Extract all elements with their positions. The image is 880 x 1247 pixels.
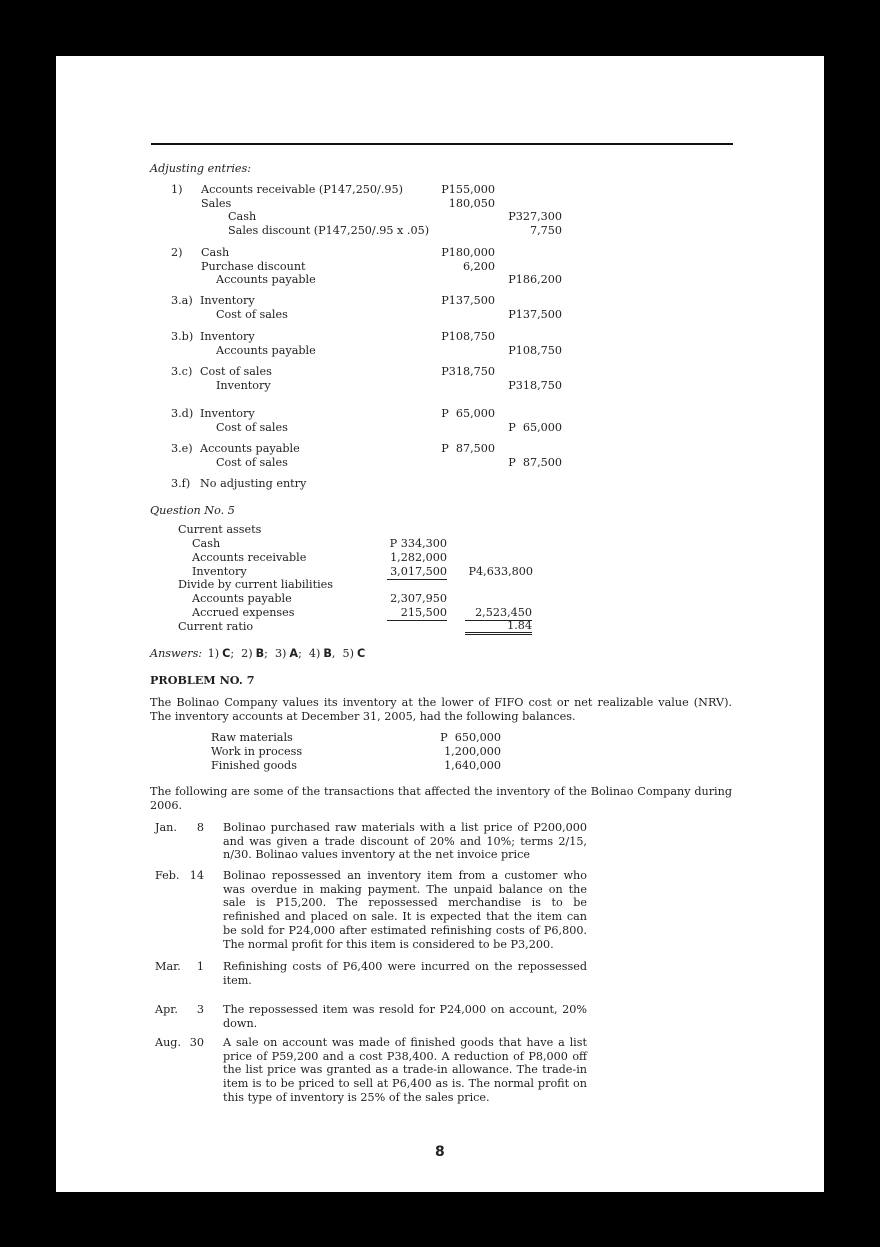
transaction-month: Apr.	[155, 1003, 178, 1016]
entry-account: Purchase discount	[201, 259, 306, 273]
entry-account: Accounts payable	[216, 343, 316, 357]
transaction-month: Mar.	[155, 960, 181, 973]
answer-item	[309, 647, 336, 660]
ap-value: 2,307,950	[390, 592, 447, 605]
answer-number: 1)	[207, 647, 220, 660]
accrued-label: Accrued expenses	[192, 606, 295, 619]
entry-account: Inventory	[200, 330, 255, 343]
transaction-month: Aug.	[155, 1036, 182, 1049]
header-rule	[151, 143, 733, 145]
balance-value: P 650,000	[440, 731, 501, 744]
transaction-day: 14	[189, 869, 204, 882]
answer-letter: C	[356, 647, 366, 660]
entry-account: Cost of sales	[216, 455, 288, 469]
transaction-month: Feb.	[155, 869, 180, 882]
entry-account: Inventory	[200, 407, 255, 420]
answer-separator: ;	[264, 647, 268, 660]
entry-account: Cost of sales	[216, 307, 288, 321]
answer-separator: ;	[230, 647, 235, 660]
entry-label: 3.f)	[171, 477, 191, 490]
answer-letter: B	[255, 647, 265, 660]
entry-debit: P 65,000	[441, 407, 495, 420]
transaction-text: Bolinao repossessed an inventory item from a customer who was overdue in making payment. The unpaid balance on the sale is P15,200. The repossessed merchandise is to be refinished and placed on sale. It is expected that the item can be sold for P24,000 after estimated refinishing costs of P6,800. The normal profit for this item is considered to be P3,200.	[223, 869, 587, 951]
entry-account: Cash	[201, 246, 230, 259]
entry-label: 3.a)	[171, 294, 193, 307]
entry-label: 3.d)	[171, 407, 194, 420]
entry-label: 1)	[171, 183, 183, 196]
transaction-text: A sale on account was made of finished goods that have a list price of P59,200 and a cost P38,400. A reduction of P8,000 off the list price was granted as a trade-in allowance. The trade-in item is to be priced to sell at P6,400 as is. The normal profit on this type of inventory is 25% of the sales price.	[223, 1036, 587, 1104]
entry-account: Accounts receivable (P147,250/.95)	[201, 183, 403, 196]
entry-label: 2)	[171, 246, 183, 259]
entry-debit: 6,200	[462, 259, 495, 273]
entry-credit: P318,750	[508, 378, 562, 392]
transactions-intro: The following are some of the transactions that affected the inventory of the Bolinao Company during 2006.	[150, 785, 732, 812]
answer-item	[342, 647, 365, 660]
cash-value: P 334,300	[389, 537, 447, 550]
current-assets-label: Current assets	[178, 523, 262, 536]
transaction-month: Jan.	[155, 821, 177, 834]
inventory-label: Inventory	[192, 565, 247, 578]
entry-debit: P137,500	[441, 294, 495, 307]
adjusting-entries-heading: Adjusting entries:	[150, 162, 252, 175]
current-ratio-label: Current ratio	[178, 620, 254, 633]
answer-separator: ;	[298, 647, 302, 660]
entry-account: Sales	[201, 196, 232, 210]
cash-label: Cash	[192, 537, 221, 550]
answer-number: 5)	[342, 647, 354, 660]
divide-label: Divide by current liabilities	[178, 578, 334, 591]
entry-account: Cost of sales	[216, 420, 288, 434]
balance-label: Raw materials	[211, 731, 293, 744]
answer-letter: A	[289, 647, 299, 660]
entry-credit: 7,750	[529, 224, 562, 238]
problem7-heading: PROBLEM NO. 7	[150, 673, 255, 687]
inventory-value: 3,017,500	[387, 565, 447, 580]
transaction-day: 30	[189, 1036, 204, 1049]
answer-letter: C	[222, 647, 231, 660]
entry-account: Cash	[228, 210, 257, 224]
accrued-value: 215,500	[387, 606, 447, 621]
entry-credit: P327,300	[508, 210, 562, 224]
total-current-liabilities: 2,523,450	[465, 606, 532, 621]
entry-debit: P180,000	[441, 246, 495, 259]
balance-value: 1,200,000	[444, 745, 501, 758]
answers-line	[150, 647, 365, 661]
balance-label: Finished goods	[211, 759, 297, 772]
answer-separator: ,	[331, 647, 336, 660]
entry-account: Inventory	[200, 294, 255, 307]
answer-number: 4)	[308, 647, 321, 660]
entry-debit: P318,750	[441, 365, 495, 378]
problem7-intro: The Bolinao Company values its inventory at the lower of FIFO cost or net realizable value (NRV). The inventory accounts at December 31, 2005, had the following balances.	[150, 696, 732, 723]
total-current-assets: P4,633,800	[468, 565, 533, 578]
entry-account: Sales discount (P147,250/.95 x .05)	[228, 224, 430, 238]
current-ratio-value: 1.84	[465, 620, 532, 635]
entry-credit: P186,200	[508, 273, 562, 287]
entry-label: 3.b)	[171, 330, 194, 343]
balance-value: 1,640,000	[444, 759, 501, 772]
entry-account: Accounts payable	[216, 273, 316, 287]
answer-number: 2)	[241, 647, 253, 660]
transaction-day: 8	[196, 821, 204, 834]
entry-debit: P155,000	[441, 183, 495, 196]
document-page	[56, 56, 824, 1192]
entry-debit: P 87,500	[441, 442, 495, 455]
answer-letter: B	[323, 647, 332, 660]
entry-debit: 180,050	[448, 196, 495, 210]
transaction-text: Bolinao purchased raw materials with a list price of P200,000 and was given a trade discount of 20% and 10%; terms 2/15, n/30. Bolinao values inventory at the net invoice price	[223, 821, 587, 862]
entry-account: Inventory	[216, 378, 271, 392]
transaction-day: 1	[196, 960, 204, 973]
answer-item	[241, 647, 268, 660]
answer-item	[208, 647, 234, 660]
page-number: 8	[435, 1144, 445, 1160]
transaction-text: Refinishing costs of P6,400 were incurred on the repossessed item.	[223, 960, 587, 987]
entry-credit: P108,750	[508, 343, 562, 357]
entry-account: Cost of sales	[200, 365, 272, 378]
answer-number: 3)	[274, 647, 287, 660]
ar-value: 1,282,000	[390, 551, 447, 564]
entry-credit: P137,500	[508, 307, 562, 321]
entry-debit: P108,750	[441, 330, 495, 343]
entry-label: 3.c)	[171, 365, 193, 378]
entry-credit: P 87,500	[508, 455, 562, 469]
answers-label: Answers:	[150, 647, 203, 660]
entry-account: Accounts payable	[200, 442, 300, 455]
entry-credit: P 65,000	[508, 420, 562, 434]
transaction-day: 3	[196, 1003, 204, 1016]
ar-label: Accounts receivable	[192, 551, 307, 564]
question5-heading: Question No. 5	[150, 504, 235, 517]
transaction-text: The repossessed item was resold for P24,000 on account, 20% down.	[223, 1003, 587, 1030]
entry-label: 3.e)	[171, 442, 193, 455]
entry-account: No adjusting entry	[200, 477, 307, 490]
answer-item	[275, 647, 302, 660]
ap-label: Accounts payable	[192, 592, 292, 605]
balance-label: Work in process	[211, 745, 303, 758]
